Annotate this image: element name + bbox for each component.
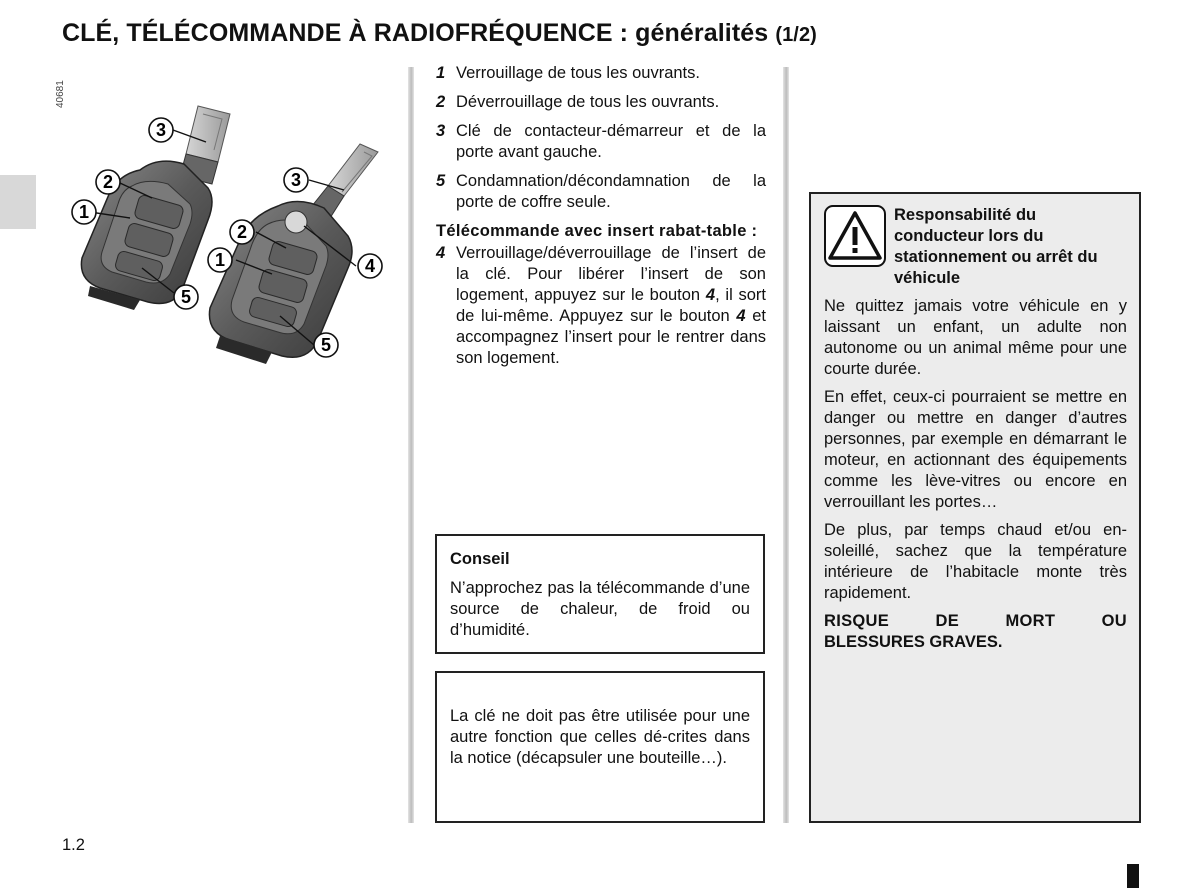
page-number: 1.2 — [62, 836, 85, 854]
warning-triangle-icon — [824, 205, 886, 267]
note-box — [435, 671, 765, 823]
page-title-text: CLÉ, TÉLÉCOMMANDE À RADIOFRÉQUENCE : généralités — [62, 19, 769, 47]
svg-text:3: 3 — [290, 170, 302, 190]
svg-text:5: 5 — [320, 335, 332, 355]
list-item: 5 Condamnation/décondamnation de la porte de coffre seule. — [436, 172, 766, 211]
insert-subheading: Télécommande avec insert rabat-table : — [436, 222, 758, 240]
warning-title: Responsabilité du conducteur lors du stationnement ou arrêt du véhicule — [894, 206, 1098, 287]
warning-paragraph: En effet, ceux-ci pourraient se mettre en danger ou mettre en danger d’autres personnes, par exemple en démarrant le moteur, en actionnant des équipements comme les lève-vitres ou encore en verrouillant les portes… — [824, 388, 1127, 511]
svg-text:2: 2 — [102, 172, 114, 192]
warning-risk-line2: BLESSURES GRAVES. — [824, 633, 1003, 651]
corner-marker — [1127, 864, 1139, 888]
key-remote-illustration — [60, 100, 390, 390]
callout-1 — [208, 248, 232, 272]
list-item-insert: 4 Verrouillage/déverrouillage de l’insert de la clé. Pour libérer l’insert de son logement, appuyez sur le bouton 4, il sort de lui-même. Appuyez sur le bouton 4 et accompagnez l’insert pour le rentrer dans son logement. — [436, 244, 767, 367]
svg-text:2: 2 — [236, 222, 248, 242]
page-part: (1/2) — [775, 24, 817, 46]
callout-2 — [96, 170, 120, 194]
callout-5 — [174, 285, 198, 309]
callout-3 — [149, 118, 173, 142]
svg-text:5: 5 — [180, 287, 192, 307]
button-functions-list — [436, 63, 766, 377]
callout-5 — [314, 333, 338, 357]
callout-4 — [358, 254, 382, 278]
list-item: 2 Déverrouillage de tous les ouvrants. — [436, 93, 720, 111]
column-divider-left — [408, 67, 414, 823]
list-item: 1 Verrouillage de tous les ouvrants. — [436, 64, 700, 82]
advice-heading: Conseil — [450, 550, 510, 568]
warning-box — [809, 192, 1141, 823]
svg-text:3: 3 — [155, 120, 167, 140]
svg-text:4: 4 — [364, 256, 376, 276]
svg-text:1: 1 — [78, 202, 90, 222]
advice-text: N’approchez pas la télécommande d’une source de chaleur, de froid ou d’humidité. — [450, 579, 750, 639]
section-tab — [0, 175, 36, 229]
callout-3 — [284, 168, 308, 192]
column-divider-right — [783, 67, 789, 823]
warning-paragraph: De plus, par temps chaud et/ou en-soleillé, sachez que la température intérieure de l’habitacle monte très rapidement. — [824, 521, 1127, 602]
callout-2 — [230, 220, 254, 244]
callout-1 — [72, 200, 96, 224]
list-item: 3 Clé de contacteur-démarreur et de la porte avant gauche. — [436, 122, 766, 161]
note-text: La clé ne doit pas être utilisée pour une autre fonction que celles dé-crites dans la notice (décapsuler une bouteille…). — [450, 707, 750, 767]
warning-paragraph: Ne quittez jamais votre véhicule en y laissant un enfant, un adulte non autonome ou un animal même pour une courte durée. — [824, 297, 1127, 378]
advice-box — [435, 534, 765, 654]
warning-risk-line1: RISQUE DE MORT OU — [824, 612, 1127, 630]
page-title — [62, 19, 817, 48]
figure-id: 40681 — [55, 80, 66, 108]
svg-text:1: 1 — [214, 250, 226, 270]
